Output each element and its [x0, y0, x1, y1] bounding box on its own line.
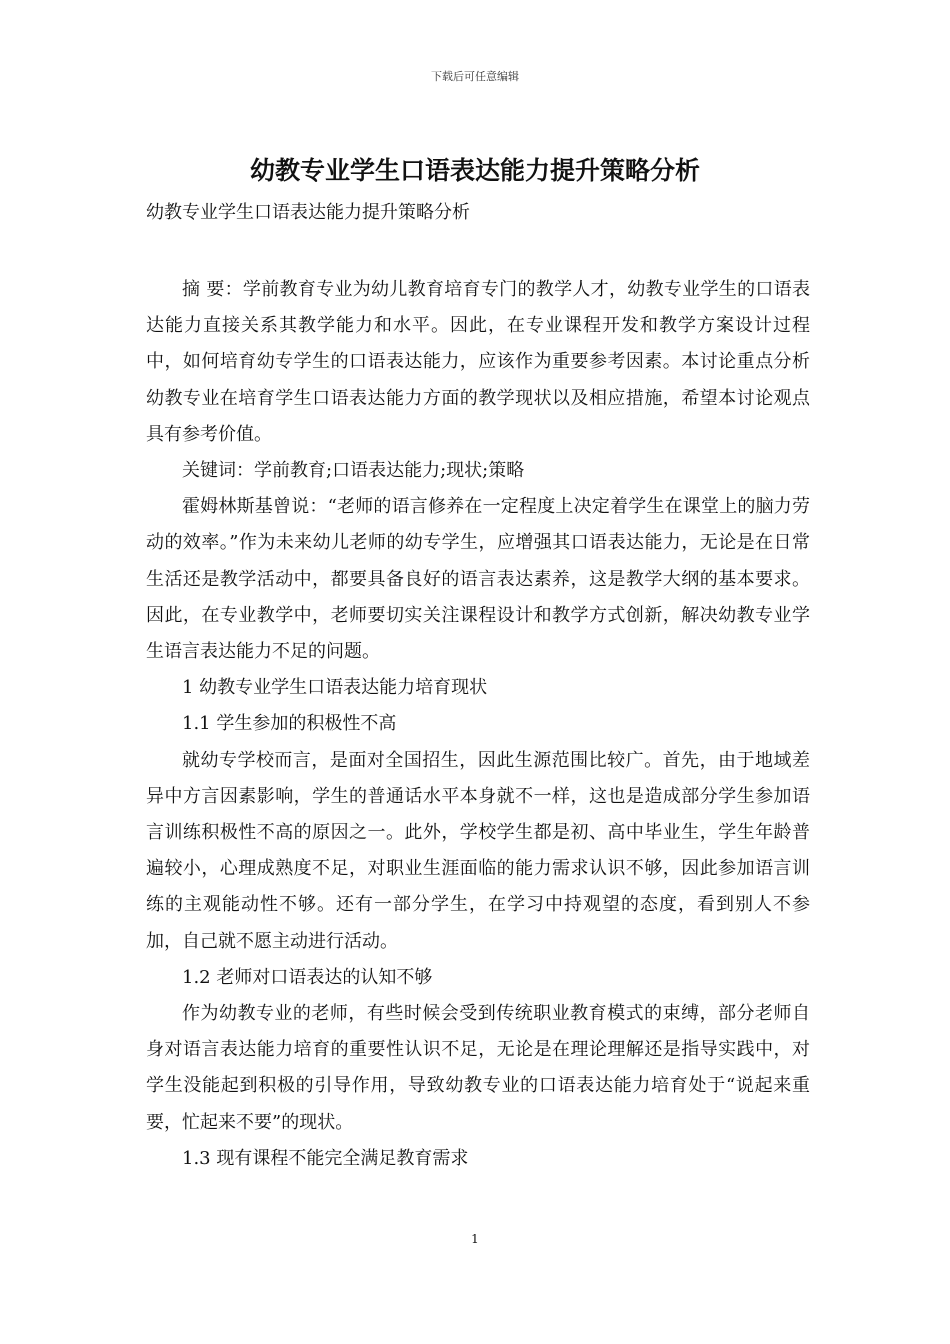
section-heading-1-2: 1.2 老师对口语表达的认知不够 — [182, 966, 433, 988]
intro-paragraph: 霍姆林斯基曾说：“老师的语言修养在一定程度上决定着学生在课堂上的脑力劳动的效率。”作为未来幼儿老师的幼专学生，应增强其口语表达能力，无论是在日常生活还是教学活动中，都要具备良好的语言表达素养，这是教学大纲的基本要求。因此，在专业教学中，老师要切实关注课程设计和教学方式创新，解决幼教专业学生语言表达能力不足的问题。 — [146, 496, 810, 663]
body-paragraph: 就幼专学校而言，是面对全国招生，因此生源范围比较广。首先，由于地域差异中方言因素影响，学生的普通话水平本身就不一样，这也是造成部分学生参加语言训练积极性不高的原因之一。此外，学校学生都是初、高中毕业生，学生年龄普遍较小，心理成熟度不足，对职业生涯面临的能力需求认识不够，因此参加语言训练的主观能动性不够。还有一部分学生，在学习中持观望的态度，看到别人不参加，自己就不愿主动进行活动。 — [146, 749, 810, 952]
page-number: 1 — [471, 1232, 479, 1246]
keywords-paragraph: 关键词：学前教育;口语表达能力;现状;策略 — [182, 460, 525, 482]
document-subtitle: 幼教专业学生口语表达能力提升策略分析 — [146, 202, 470, 223]
section-heading-1-1: 1.1 学生参加的积极性不高 — [182, 713, 397, 735]
section-heading-1: 1 幼教专业学生口语表达能力培育现状 — [182, 677, 488, 699]
section-heading-1-3: 1.3 现有课程不能完全满足教育需求 — [182, 1147, 469, 1169]
document-title: 幼教专业学生口语表达能力提升策略分析 — [249, 156, 700, 185]
body-paragraph: 作为幼教专业的老师，有些时候会受到传统职业教育模式的束缚，部分老师自身对语言表达能力培育的重要性认识不足，无论是在理论理解还是指导实践中，对学生没能起到积极的引导作用，导致幼教专业的口语表达能力培育处于“说起来重要，忙起来不要”的现状。 — [146, 1003, 810, 1133]
document-body — [146, 272, 810, 1177]
abstract-paragraph: 摘 要：学前教育专业为幼儿教育培育专门的教学人才，幼教专业学生的口语表达能力直接关系其教学能力和水平。因此，在专业课程开发和教学方案设计过程中，如何培育幼专学生的口语表达能力，应该作为重要参考因素。本讨论重点分析幼教专业在培育学生口语表达能力方面的教学现状以及相应措施，希望本讨论观点具有参考价值。 — [146, 279, 810, 445]
header-note: 下载后可任意编辑 — [431, 70, 519, 83]
